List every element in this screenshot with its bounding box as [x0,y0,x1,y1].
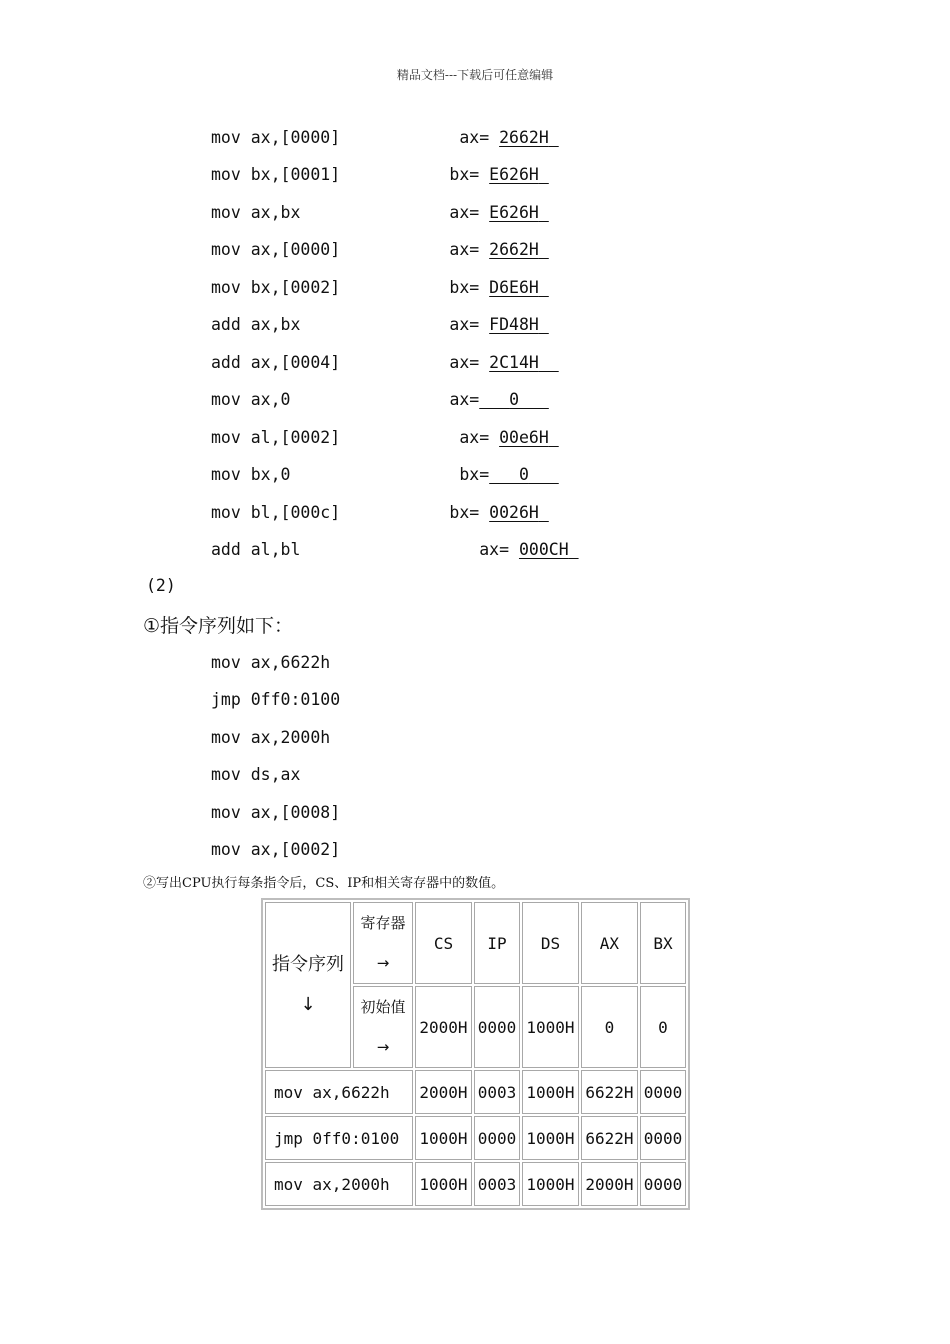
table-cell: 1000H [415,1162,472,1206]
register-name: bx= [449,165,480,184]
instruction-line [211,313,549,337]
table-cell: 1000H [415,1116,472,1160]
register-value-text: FD48H [489,315,539,334]
register-value [499,428,559,447]
spacer [489,128,499,147]
instruction-line: mov ds,ax [211,765,301,784]
spacer [479,240,489,259]
register-value-text: 2662H [499,128,549,147]
table-row [265,1116,686,1160]
instruction-text: mov bl,[000c] [211,503,341,522]
register-value-text: 0 [519,465,529,484]
register-value-text: 000CH [518,540,569,559]
spacer [539,165,549,184]
instruction-line [211,201,549,225]
table-cell: 6622H [581,1070,638,1114]
initial-value: 0 [640,986,686,1068]
register-value [499,128,559,147]
register-value [489,278,549,297]
column-header: AX [581,902,638,984]
register-value [489,165,549,184]
instruction-line [211,501,549,525]
table-row [265,1070,686,1114]
register-value-text: 0 [509,390,519,409]
spacer [569,540,579,559]
spacer [479,353,489,372]
spacer [529,465,559,484]
register-name: ax= [479,540,510,559]
spacer [549,428,559,447]
spacer [489,465,519,484]
table-cell: 0000 [640,1116,686,1160]
instruction-text: mov ax,[0000] [211,240,341,259]
instruction-text: mov al,[0002] [211,428,341,447]
instruction-line [211,351,559,375]
register-name: bx= [449,278,480,297]
spacer [300,203,449,222]
instruction-text: add al,bl [211,540,301,559]
step1-title: ①指令序列如下： [143,615,294,637]
spacer [509,540,519,559]
table-cell: 0000 [640,1070,686,1114]
spacer [549,128,559,147]
instruction-text: mov ax,[0000] [211,128,341,147]
spacer [539,203,549,222]
spacer [479,165,489,184]
register-name: ax= [449,353,480,372]
column-header: IP [474,902,520,984]
initial-value: 0 [581,986,638,1068]
spacer [479,278,489,297]
spacer [340,503,449,522]
instruction-line [211,426,559,450]
spacer [479,390,509,409]
column-header: BX [640,902,686,984]
register-label-cell [353,902,413,984]
instruction-line: jmp 0ff0:0100 [211,690,341,709]
section-label: (2) [146,576,176,595]
register-value-text: 00e6H [499,428,549,447]
initial-label-cell [353,986,413,1068]
instruction-line [211,276,549,300]
step2-note: ②写出CPU执行每条指令后，CS、IP和相关寄存器中的数值。 [143,876,505,891]
spacer [340,165,449,184]
instruction-line [211,538,579,562]
table-cell: 1000H [522,1070,579,1114]
initial-value: 0000 [474,986,520,1068]
initial-label: 初始值 [360,998,406,1016]
instruction-line [211,388,549,412]
register-value [489,240,549,259]
register-name: bx= [449,503,480,522]
spacer [340,278,449,297]
register-value [489,203,549,222]
down-arrow-icon: ↓ [300,994,316,1015]
register-name: ax= [449,390,480,409]
page-header: 精品文档---下载后可任意编辑 [396,68,554,82]
instruction-line: mov ax,6622h [211,653,331,672]
table-row [265,1162,686,1206]
register-value [489,353,559,372]
initial-value: 1000H [522,986,579,1068]
spacer [340,240,449,259]
spacer [539,240,549,259]
register-value-text: 0026H [489,503,539,522]
instruction-line [211,163,549,187]
register-value-text: E626H [489,203,539,222]
instruction-line: mov ax,2000h [211,728,331,747]
table-cell: 1000H [522,1116,579,1160]
register-value [519,540,579,559]
register-value-text: 2662H [489,240,539,259]
instruction-text: mov ax,0 [211,390,291,409]
instruction-line [211,238,549,262]
spacer [479,203,489,222]
instruction-line: mov ax,[0002] [211,840,341,859]
corner-title: 指令序列 [272,954,344,975]
instruction-text: mov ax,bx [211,203,301,222]
register-name: ax= [449,203,480,222]
spacer [539,315,549,334]
register-value-text: D6E6H [489,278,539,297]
right-arrow-icon: → [376,1038,390,1056]
table-cell: 0000 [640,1162,686,1206]
instruction-text: mov bx,0 [211,465,291,484]
column-header: CS [415,902,472,984]
register-value [489,503,549,522]
table-cell: 2000H [581,1162,638,1206]
spacer [479,503,489,522]
register-value [489,315,549,334]
instruction-line [211,126,559,150]
register-value [479,390,549,409]
spacer [539,503,549,522]
row-instruction: jmp 0ff0:0100 [265,1116,413,1160]
spacer [340,353,449,372]
right-arrow-icon: → [376,954,390,972]
instruction-text: add ax,[0004] [211,353,341,372]
spacer [290,465,459,484]
instruction-line [211,463,559,487]
register-label: 寄存器 [360,914,406,932]
table-cell: 2000H [415,1070,472,1114]
register-name: ax= [459,128,490,147]
row-instruction: mov ax,6622h [265,1070,413,1114]
row-instruction: mov ax,2000h [265,1162,413,1206]
instruction-text: mov bx,[0002] [211,278,341,297]
column-header: DS [522,902,579,984]
spacer [539,353,559,372]
register-name: ax= [459,428,490,447]
spacer [519,390,549,409]
spacer [340,128,459,147]
table-cell: 6622H [581,1116,638,1160]
spacer [340,428,459,447]
spacer [290,390,449,409]
spacer [479,315,489,334]
corner-cell [265,902,351,1068]
register-name: ax= [449,315,480,334]
register-value [489,465,559,484]
instruction-text: add ax,bx [211,315,301,334]
register-name: ax= [449,240,480,259]
table-cell: 0003 [474,1162,520,1206]
register-value-text: E626H [489,165,539,184]
instruction-line: mov ax,[0008] [211,803,341,822]
spacer [489,428,499,447]
register-name: bx= [459,465,490,484]
table-cell: 0003 [474,1070,520,1114]
table-cell: 1000H [522,1162,579,1206]
spacer [300,540,479,559]
instruction-text: mov bx,[0001] [211,165,341,184]
spacer [300,315,449,334]
initial-value: 2000H [415,986,472,1068]
register-value-text: 2C14H [489,353,539,372]
spacer [539,278,549,297]
register-table [261,898,690,1210]
table-cell: 0000 [474,1116,520,1160]
